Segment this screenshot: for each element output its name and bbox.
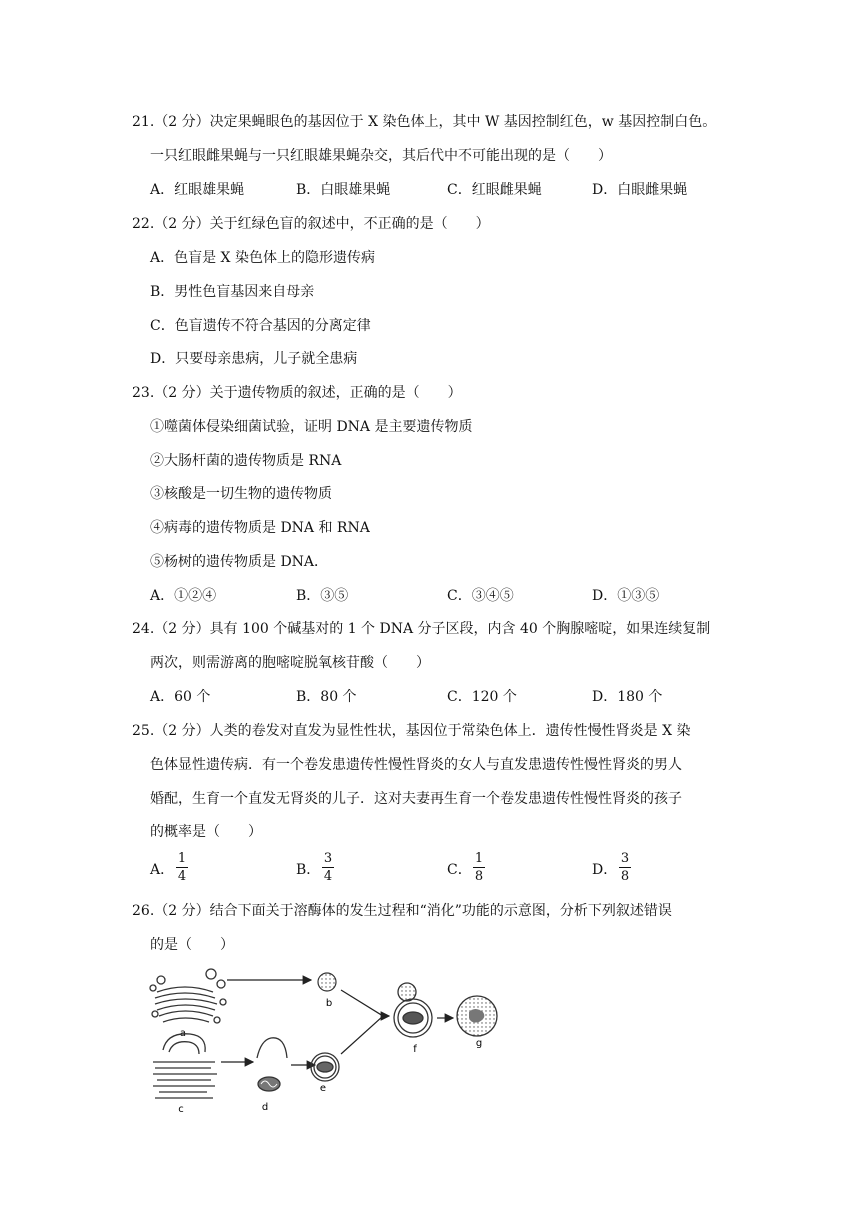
q24-option-c: C．120 个 bbox=[447, 689, 517, 705]
q23-option-c: C．③④⑤ bbox=[447, 588, 514, 604]
label-g: g bbox=[475, 1038, 483, 1049]
q23-item-2: ②大肠杆菌的遗传物质是 RNA bbox=[150, 453, 342, 469]
q21-option-d: D．白眼雌果蝇 bbox=[592, 182, 688, 198]
q21-option-c: C．红眼雌果蝇 bbox=[447, 182, 542, 198]
q25-option-b-numerator: 3 bbox=[323, 851, 333, 866]
q25-option-a-fraction bbox=[176, 851, 188, 884]
q25-option-a-denominator: 4 bbox=[177, 869, 187, 884]
label-a: a bbox=[179, 1028, 187, 1039]
q23-stem: 23.（2 分）关于遗传物质的叙述，正确的是（ ） bbox=[132, 385, 462, 401]
q25-stem-line2: 色体显性遗传病．有一个卷发患遗传性慢性肾炎的女人与直发患遗传性慢性肾炎的男人 bbox=[150, 757, 682, 773]
label-d: d bbox=[261, 1102, 269, 1113]
q25-option-d-letter: D． bbox=[592, 862, 618, 878]
q21-stem-line1: 21.（2 分）决定果蝇眼色的基因位于 X 染色体上，其中 W 基因控制红色，w 基因控制白色。 bbox=[132, 114, 717, 130]
q23-item-3: ③核酸是一切生物的遗传物质 bbox=[150, 486, 332, 502]
label-b: b bbox=[325, 998, 333, 1009]
label-f: f bbox=[413, 1044, 417, 1055]
q25-option-d-denominator: 8 bbox=[620, 869, 630, 884]
lysosome-figure bbox=[145, 962, 515, 1120]
residual-body-g bbox=[457, 996, 497, 1036]
q25-stem-line1: 25.（2 分）人类的卷发对直发为显性性状，基因位于常染色体上．遗传性慢性肾炎是 X 染 bbox=[132, 723, 691, 739]
q25-option-c-denominator: 8 bbox=[474, 869, 484, 884]
q21-option-b: B．白眼雄果蝇 bbox=[296, 182, 391, 198]
endoplasmic-reticulum-c bbox=[153, 1034, 217, 1098]
arrow-e-to-f bbox=[341, 1016, 383, 1054]
q21-stem-line2: 一只红眼雌果蝇与一只红眼雄果蝇杂交，其后代中不可能出现的是（ ） bbox=[150, 148, 612, 164]
q22-option-b: B．男性色盲基因来自母亲 bbox=[150, 284, 315, 300]
q25-option-c-numerator: 1 bbox=[474, 851, 484, 866]
q26-stem-line1: 26.（2 分）结合下面关于溶酶体的发生过程和“消化”功能的示意图，分析下列叙述错误 bbox=[132, 903, 672, 919]
q24-option-a: A．60 个 bbox=[150, 689, 211, 705]
autophagosome-e bbox=[311, 1053, 339, 1081]
q23-option-a: A．①②④ bbox=[150, 588, 217, 604]
lysosome-b bbox=[318, 973, 336, 991]
q23-item-4: ④病毒的遗传物质是 DNA 和 RNA bbox=[150, 520, 370, 536]
membrane-d bbox=[257, 1038, 287, 1091]
q25-option-a-numerator: 1 bbox=[177, 851, 187, 866]
q24-option-b: B．80 个 bbox=[296, 689, 357, 705]
q25-option-b-letter: B． bbox=[296, 862, 321, 878]
q22-stem: 22.（2 分）关于红绿色盲的叙述中，不正确的是（ ） bbox=[132, 216, 490, 232]
q24-stem-line2: 两次，则需游离的胞嘧啶脱氧核苷酸（ ） bbox=[150, 655, 430, 671]
q22-option-a: A．色盲是 X 染色体上的隐形遗传病 bbox=[150, 250, 375, 266]
q21-option-a: A．红眼雄果蝇 bbox=[150, 182, 245, 198]
q22-option-d: D．只要母亲患病，儿子就全患病 bbox=[150, 351, 358, 367]
q25-stem-line3: 婚配，生育一个直发无肾炎的儿子．这对夫妻再生育一个卷发患遗传性慢性肾炎的孩子 bbox=[150, 791, 682, 807]
q25-option-c-letter: C． bbox=[447, 862, 472, 878]
q23-option-b: B．③⑤ bbox=[296, 588, 349, 604]
q24-option-d: D．180 个 bbox=[592, 689, 663, 705]
q23-item-1: ①噬菌体侵染细菌试验，证明 DNA 是主要遗传物质 bbox=[150, 419, 473, 435]
q25-option-a-letter: A． bbox=[150, 862, 175, 878]
q23-option-d: D．①③⑤ bbox=[592, 588, 660, 604]
q26-stem-line2: 的是（ ） bbox=[150, 937, 234, 953]
q25-stem-line4: 的概率是（ ） bbox=[150, 824, 262, 840]
q25-option-c-fraction bbox=[473, 851, 485, 884]
q23-item-5: ⑤杨树的遗传物质是 DNA． bbox=[150, 554, 329, 570]
q25-option-b-denominator: 4 bbox=[323, 869, 333, 884]
q22-option-c: C．色盲遗传不符合基因的分离定律 bbox=[150, 318, 371, 334]
q25-option-d-numerator: 3 bbox=[620, 851, 630, 866]
golgi-apparatus-a bbox=[150, 969, 226, 1023]
label-e: e bbox=[319, 1083, 327, 1094]
fusion-vesicle-f bbox=[394, 983, 432, 1037]
q25-option-b-fraction bbox=[322, 851, 334, 884]
q24-stem-line1: 24.（2 分）具有 100 个碱基对的 1 个 DNA 分子区段，内含 40 个胸腺嘧啶，如果连续复制 bbox=[132, 621, 711, 637]
arrow-b-to-f bbox=[341, 990, 383, 1016]
label-c: c bbox=[178, 1104, 184, 1115]
q25-option-d-fraction bbox=[619, 851, 631, 884]
